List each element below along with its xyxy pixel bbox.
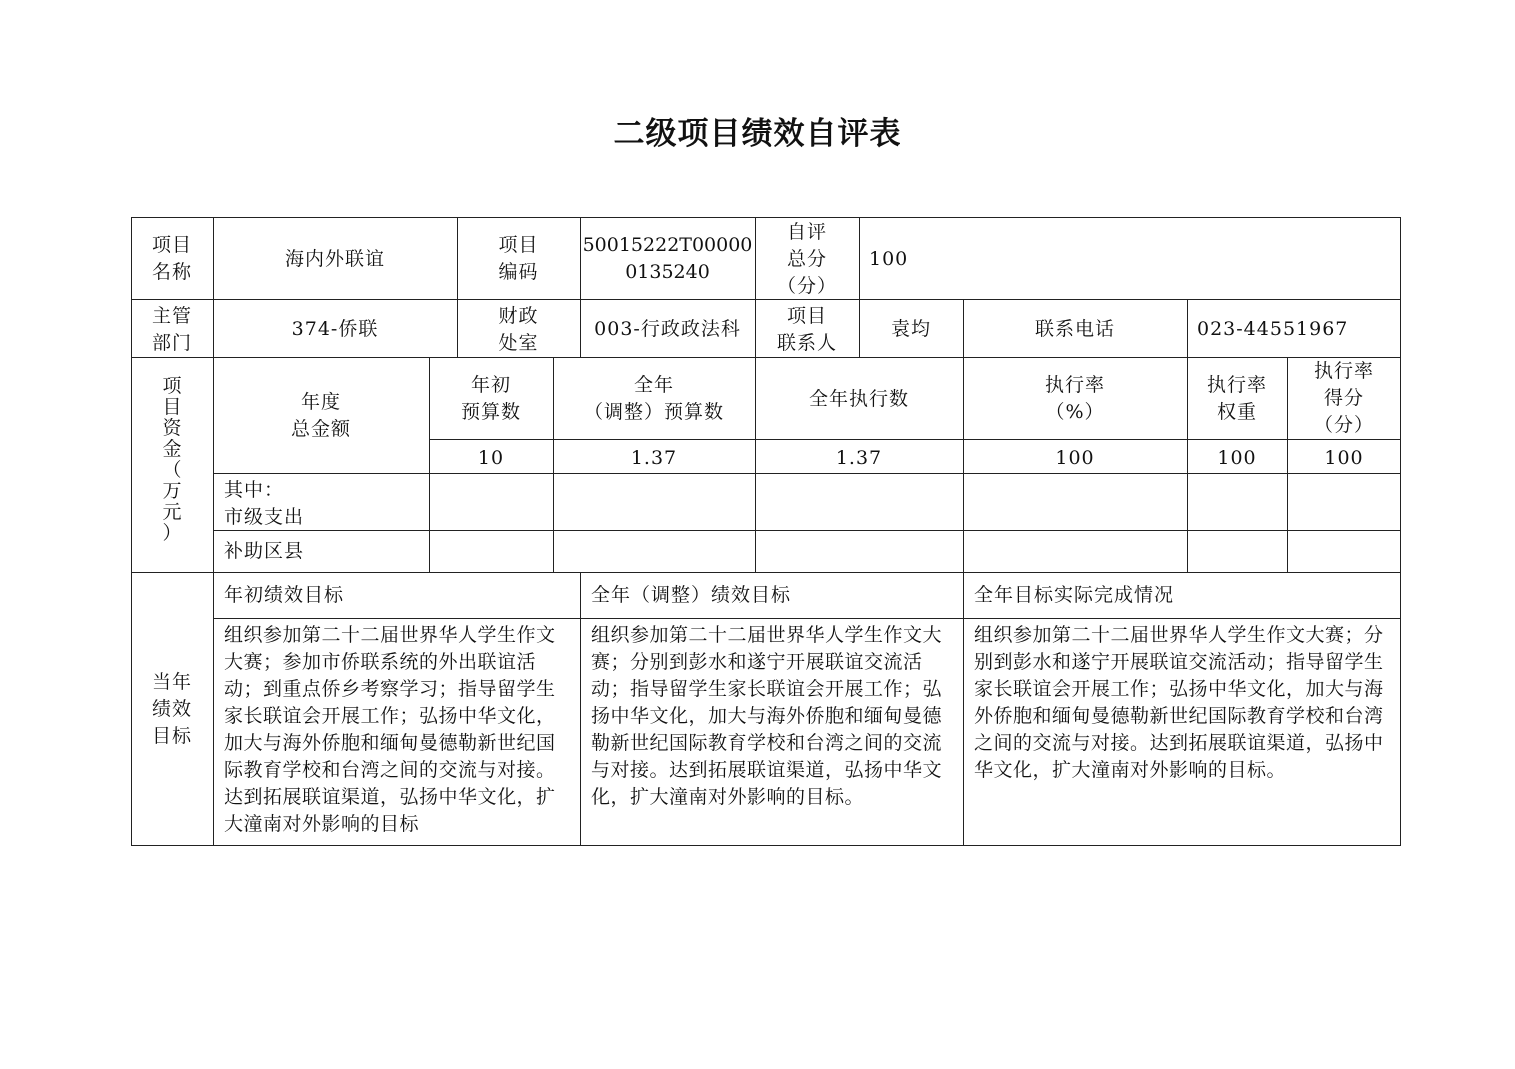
rule [213,217,214,846]
adjusted-budget-value: 1.37 [630,447,678,469]
rule [580,572,581,846]
rule [429,439,1401,440]
project-name-label: 项目 名称 [151,234,192,283]
actual-completion-header: 全年目标实际完成情况 [974,584,1175,606]
project-name-value: 海内外联谊 [284,248,385,270]
rule [131,357,1401,358]
actual-completion-text: 组织参加第二十二届世界华人学生作文大赛；分别到彭水和遂宁开展联谊交流活动；指导留学生家长联谊会开展工作；弘扬中华文化，加大与海外侨胞和缅甸曼德勒新世纪国际教育学校和台湾之间的交流与对接。达到拓展联谊渠道，弘扬中华文化，扩大潼南对外影响的目标。 [974,624,1384,781]
department-label: 主管 部门 [151,305,192,354]
department-value: 374-侨联 [291,318,379,340]
phone-value: 023-44551967 [1197,318,1349,340]
rule [963,572,964,846]
annual-total-header: 年度 总金额 [290,391,351,440]
project-code-value: 50015222T00000 0135240 [582,234,753,283]
rule [859,217,860,299]
funds-side-label: 项 目 资 金 （ 万 元 ） [162,375,182,544]
initial-goal-text: 组织参加第二十二届世界华人学生作文大赛；参加市侨联系统的外出联谊活动；到重点侨乡考察学习；指导留学生家长联谊会开展工作；弘扬中华文化，加大与海外侨胞和缅甸曼德勒新世纪国际教育学校和台湾之间的交流与对接。达到拓展联谊渠道，弘扬中华文化，扩大潼南对外影响的目标 [224,624,556,835]
weight-header: 执行率 权重 [1206,374,1267,423]
initial-goal-header: 年初绩效目标 [224,584,345,606]
executed-header: 全年执行数 [808,388,909,410]
county-subsidy-label: 补助区县 [224,540,305,562]
score-value: 100 [1324,447,1364,469]
rule [213,618,1401,619]
weight-value: 100 [1217,447,1257,469]
self-score-label: 自评 总分 （分） [776,221,837,297]
self-score-value: 100 [869,248,909,270]
finance-office-label: 财政 处室 [498,305,539,354]
rule [213,530,1401,531]
rule [131,572,1401,573]
rule [1187,299,1188,357]
contact-label: 项目 联系人 [776,305,837,354]
adjusted-goal-header: 全年（调整）绩效目标 [591,584,792,606]
rule [213,473,1401,474]
phone-label: 联系电话 [1034,318,1115,340]
initial-budget-header: 年初 预算数 [460,374,521,423]
rate-value: 100 [1055,447,1095,469]
city-expense-label: 其中： 市级支出 [224,479,305,528]
contact-value: 袁均 [890,318,931,340]
adjusted-goal-text: 组织参加第二十二届世界华人学生作文大赛；分别到彭水和遂宁开展联谊交流活动；指导留学生家长联谊会开展工作；弘扬中华文化，加大与海外侨胞和缅甸曼德勒新世纪国际教育学校和台湾之间的交流与对接。达到拓展联谊渠道，弘扬中华文化，扩大潼南对外影响的目标。 [591,624,943,808]
initial-budget-value: 10 [477,447,505,469]
page-title: 二级项目绩效自评表 [613,116,902,152]
score-header: 执行率 得分 （分） [1313,360,1374,436]
executed-value: 1.37 [835,447,883,469]
project-code-label: 项目 编码 [498,234,539,283]
rate-header: 执行率 （%） [1044,374,1105,423]
goals-side-label: 当年 绩效 目标 [151,671,192,747]
adjusted-budget-header: 全年 （调整）预算数 [583,374,724,423]
finance-office-value: 003-行政政法科 [594,318,741,340]
